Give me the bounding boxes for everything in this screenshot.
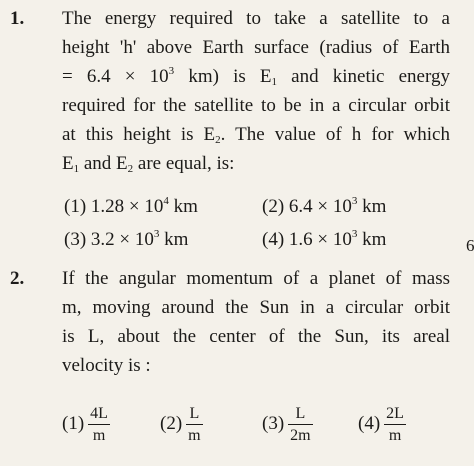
e1-subscript: 1	[73, 163, 80, 175]
option-label: (1)	[62, 412, 85, 434]
option-value: 1.6 × 10	[288, 229, 352, 250]
fraction-numerator: 2L	[384, 404, 406, 425]
option-label: (4)	[358, 412, 381, 434]
line-6-text: E	[62, 153, 74, 174]
fraction-numerator: L	[288, 404, 312, 425]
option-exponent: 3	[351, 228, 358, 240]
line-3-text: km) is E	[174, 66, 272, 87]
option-unit: km	[357, 196, 387, 217]
question-1-line-6	[62, 149, 450, 178]
option-value: 6.4 × 10	[288, 196, 352, 217]
option-fraction	[288, 404, 312, 445]
option-value: 1.28 × 10	[90, 196, 164, 217]
e2-subscript: 2	[127, 163, 134, 175]
q1-option-4[interactable]	[262, 229, 386, 251]
option-label: (2)	[160, 412, 183, 434]
fraction-denominator: m	[92, 427, 106, 444]
line-5-text: at this height is E	[62, 124, 216, 145]
question-1-line-1: The energy required to take a satellite to a	[62, 8, 450, 29]
question-1-text	[62, 4, 450, 178]
e1-subscript: 1	[271, 76, 278, 88]
option-unit: km	[168, 196, 198, 217]
option-fraction	[88, 404, 110, 445]
question-2-line-4: velocity is :	[62, 355, 151, 376]
option-label: (1)	[64, 196, 87, 217]
q2-option-1[interactable]	[62, 404, 110, 445]
q1-option-1[interactable]	[64, 196, 198, 218]
question-2-text	[62, 264, 450, 380]
fraction-numerator: L	[186, 404, 202, 425]
option-label: (2)	[262, 196, 285, 217]
option-unit: km	[159, 229, 189, 250]
question-2-line-1: If the angular momentum of a planet of mass	[62, 268, 450, 289]
question-1-line-5	[62, 120, 450, 149]
option-exponent: 3	[351, 195, 358, 207]
radius-exponent: 3	[168, 65, 175, 77]
fraction-denominator: m	[388, 427, 402, 444]
option-label: (3)	[262, 412, 285, 434]
option-fraction	[384, 404, 406, 445]
question-2-line-3: is L, about the center of the Sun, its areal	[62, 326, 450, 347]
question-1-number: 1.	[10, 8, 25, 29]
line-5-tail: . The value of h for which	[220, 124, 450, 145]
option-value: 3.2 × 10	[90, 229, 154, 250]
option-label: (3)	[64, 229, 87, 250]
page-edge-number: 6	[466, 236, 474, 255]
q1-option-2[interactable]	[262, 196, 386, 218]
q1-option-3[interactable]	[64, 229, 188, 251]
fraction-denominator: 2m	[290, 427, 311, 444]
question-1-line-2: height 'h' above Earth surface (radius of Earth	[62, 37, 450, 58]
fraction-numerator: 4L	[88, 404, 110, 425]
line-6-tail: are equal, is:	[133, 153, 235, 174]
fraction-denominator: m	[188, 427, 201, 444]
question-2-number: 2.	[10, 268, 25, 289]
option-exponent: 3	[153, 228, 160, 240]
q2-option-3[interactable]	[262, 404, 313, 445]
question-2-line-2: m, moving around the Sun in a circular orbit	[62, 297, 450, 318]
radius-value: = 6.4 × 10	[62, 66, 169, 87]
option-exponent: 4	[163, 195, 169, 207]
line-3-tail: and kinetic energy	[277, 66, 450, 87]
line-6-mid: and E	[79, 153, 128, 174]
question-1-line-3	[62, 62, 450, 91]
option-label: (4)	[262, 229, 285, 250]
option-fraction	[186, 404, 202, 445]
option-unit: km	[357, 229, 387, 250]
question-1-line-4: required for the satellite to be in a circular orbit	[62, 95, 450, 116]
q2-option-4[interactable]	[358, 404, 406, 445]
q2-option-2[interactable]	[160, 404, 203, 445]
e2-subscript: 2	[215, 134, 221, 146]
